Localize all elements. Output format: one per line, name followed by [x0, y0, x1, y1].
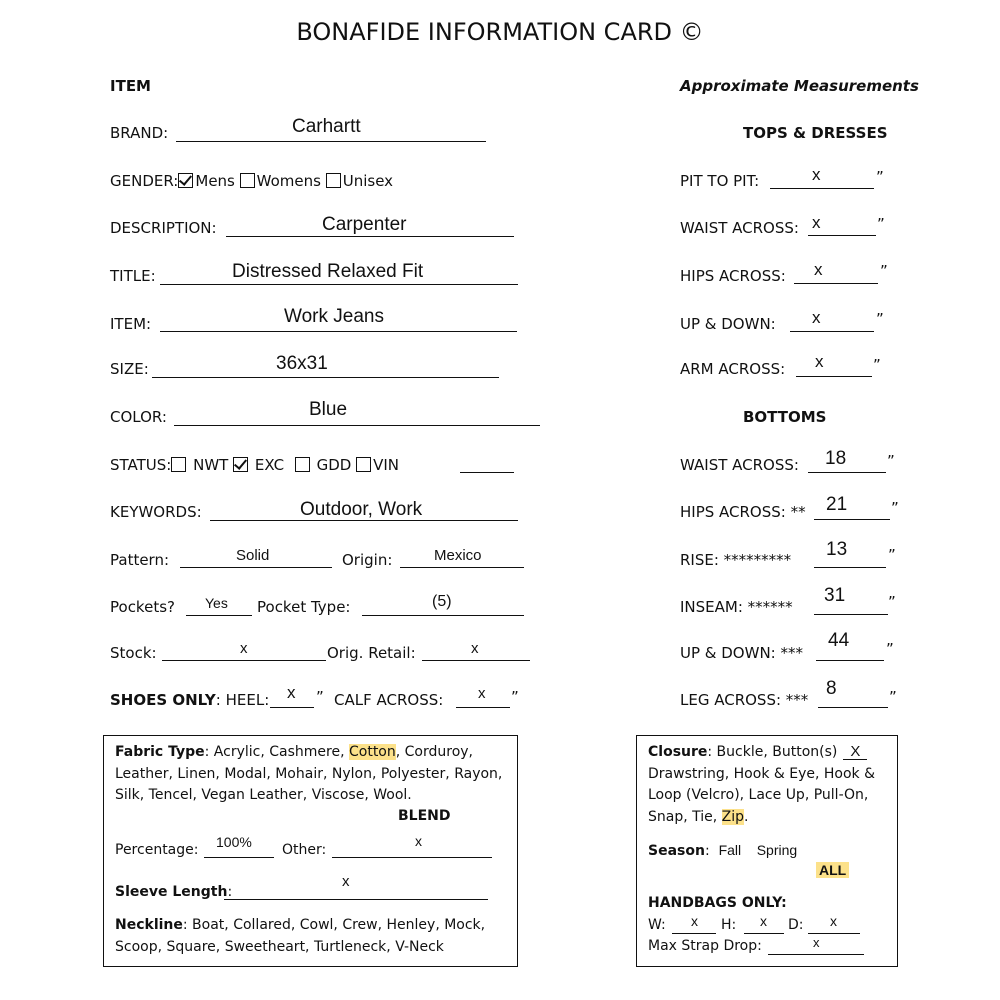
bottoms-updown-line: [816, 660, 884, 661]
bottoms-rise-label: RISE: *********: [680, 551, 792, 569]
closure-label: Closure: [648, 744, 708, 760]
status-field: [110, 456, 399, 474]
other-label: Other:: [282, 842, 327, 858]
percentage-line: [204, 857, 274, 858]
gender-mens-checkbox[interactable]: [178, 173, 193, 188]
tops-hips-label: HIPS ACROSS:: [680, 267, 786, 285]
tops-pit-value[interactable]: x: [812, 165, 821, 184]
pattern-label: Pattern:: [110, 551, 170, 569]
status-gdd-label: GDD: [316, 456, 352, 474]
fabric-type-label: Fabric Type: [115, 744, 205, 760]
bottoms-waist-line: [808, 472, 886, 473]
closure-text: [648, 742, 892, 828]
bottoms-waist-value[interactable]: 18: [825, 448, 847, 469]
closure-mid: Drawstring, Hook & Eye, Hook & Loop (Velcro), Lace Up, Pull-On, Snap, Tie,: [648, 765, 876, 825]
tops-updown-line: [790, 331, 874, 332]
tops-waist-inch: ”: [877, 215, 885, 233]
bottoms-leg-value[interactable]: 8: [826, 678, 837, 699]
tops-arm-value[interactable]: x: [815, 352, 824, 371]
status-vin-label: VIN: [373, 456, 400, 474]
origin-line: [400, 567, 524, 568]
brand-line: [176, 141, 486, 142]
sleeve-length-field: Sleeve Length:: [115, 884, 233, 900]
orig-retail-line: [422, 660, 530, 661]
pocket-type-label: Pocket Type:: [257, 598, 351, 616]
calf-quote: ”: [511, 688, 519, 706]
sleeve-length-label: Sleeve Length: [115, 884, 228, 900]
season-label: Season: [648, 843, 705, 859]
tops-pit-line: [770, 188, 874, 189]
other-value[interactable]: x: [415, 833, 422, 849]
neckline-options: : Boat, Collared, Cowl, Crew, Henley, Mock, Scoop, Square, Sweetheart, Turtleneck, V-Neck: [115, 917, 486, 955]
tops-arm-inch: ”: [873, 356, 881, 374]
description-line: [226, 236, 514, 237]
calf-value[interactable]: x: [478, 685, 486, 702]
size-label: SIZE:: [110, 360, 149, 378]
heel-label: : HEEL:: [215, 691, 270, 709]
tops-waist-label: WAIST ACROSS:: [680, 219, 799, 237]
gender-womens-checkbox[interactable]: [240, 173, 255, 188]
color-line: [174, 425, 540, 426]
item-value[interactable]: Work Jeans: [284, 306, 384, 327]
sleeve-length-line: [224, 899, 488, 900]
keywords-label: KEYWORDS:: [110, 503, 202, 521]
fabric-type-text: [115, 742, 510, 807]
fabric-selected[interactable]: Cotton: [348, 744, 396, 760]
bottoms-hips-label: HIPS ACROSS: **: [680, 503, 806, 521]
handbag-w-line: [672, 933, 716, 934]
tops-arm-label: ARM ACROSS:: [680, 360, 786, 378]
origin-value[interactable]: Mexico: [434, 547, 482, 564]
description-label: DESCRIPTION:: [110, 219, 217, 237]
fabric-type-post: , Corduroy, Leather, Linen, Modal, Mohair, Nylon, Polyester, Rayon, Silk, Tencel, Vegan Leather, Viscose, Wool.: [115, 744, 503, 803]
neckline-text: [115, 915, 510, 958]
orig-retail-value[interactable]: x: [471, 640, 479, 657]
bottoms-leg-label: LEG ACROSS: ***: [680, 691, 809, 709]
gender-mens-label: Mens: [195, 172, 235, 190]
brand-value[interactable]: Carhartt: [292, 116, 361, 137]
status-nwt-label: NWT: [193, 456, 229, 474]
status-label: STATUS:: [110, 456, 172, 474]
pockets-label: Pockets?: [110, 598, 175, 616]
handbag-w-label: W:: [648, 917, 666, 933]
handbag-w-value[interactable]: x: [691, 913, 698, 929]
gender-unisex-checkbox[interactable]: [326, 173, 341, 188]
keywords-value[interactable]: Outdoor, Work: [300, 499, 423, 520]
closure-selected[interactable]: Zip: [721, 808, 745, 825]
pattern-value[interactable]: Solid: [236, 547, 270, 564]
pockets-value[interactable]: Yes: [205, 595, 228, 611]
closure-pre: : Buckle, Button(s): [707, 744, 838, 760]
bottoms-leg-line: [818, 707, 888, 708]
strap-drop-value[interactable]: x: [813, 935, 820, 950]
pockets-line: [186, 615, 252, 616]
stock-line: [162, 660, 326, 661]
bottoms-inseam-line: [814, 614, 888, 615]
percentage-value[interactable]: 100%: [216, 834, 252, 850]
brand-label: BRAND:: [110, 124, 169, 142]
item-line: [160, 331, 517, 332]
bottoms-hips-inch: ”: [891, 499, 899, 517]
item-heading: ITEM: [110, 77, 151, 95]
closure-end: .: [744, 808, 749, 825]
gender-label: GENDER:: [110, 172, 179, 190]
handbag-d-value[interactable]: x: [830, 913, 837, 929]
origin-label: Origin:: [342, 551, 393, 569]
tops-arm-line: [796, 376, 872, 377]
gender-field: [110, 172, 393, 190]
color-label: COLOR:: [110, 408, 167, 426]
heel-line: [270, 707, 314, 708]
status-nwt-checkbox[interactable]: [171, 457, 186, 472]
bottoms-rise-inch: ”: [888, 546, 896, 564]
heel-quote: ”: [316, 688, 324, 706]
title-label: TITLE:: [110, 267, 156, 285]
status-exc-checkbox[interactable]: [233, 457, 248, 472]
shoes-only-label: [110, 691, 269, 709]
bottoms-leg-inch: ”: [889, 688, 897, 706]
tops-updown-inch: ”: [876, 310, 884, 328]
card-title: BONAFIDE INFORMATION CARD ©: [296, 18, 704, 46]
bottoms-heading: BOTTOMS: [743, 408, 827, 426]
heel-value[interactable]: x: [287, 683, 296, 702]
measurements-heading: Approximate Measurements: [680, 77, 919, 95]
strap-drop-line: [768, 954, 864, 955]
bottoms-updown-value[interactable]: 44: [828, 630, 850, 651]
status-exc-label: EXC: [254, 456, 285, 474]
tops-hips-value[interactable]: x: [814, 260, 823, 279]
tops-updown-value[interactable]: x: [812, 308, 821, 327]
status-vin-line: [460, 472, 514, 473]
handbag-d-label: D:: [788, 917, 804, 933]
item-label: ITEM:: [110, 315, 152, 333]
tops-updown-label: UP & DOWN:: [680, 315, 776, 333]
bottoms-hips-value[interactable]: 21: [826, 494, 848, 515]
shoes-only-bold: SHOES ONLY: [110, 691, 216, 709]
calf-label: CALF ACROSS:: [334, 691, 444, 709]
handbag-h-value[interactable]: x: [760, 913, 767, 929]
stock-label: Stock:: [110, 644, 157, 662]
bottoms-waist-inch: ”: [887, 452, 895, 470]
tops-pit-label: PIT TO PIT:: [680, 172, 760, 190]
gender-womens-label: Womens: [256, 172, 321, 190]
size-value[interactable]: 36x31: [276, 353, 328, 374]
season-field: Season: Fall Spring: [648, 842, 798, 859]
tops-hips-line: [794, 283, 878, 284]
orig-retail-label: Orig. Retail:: [327, 644, 416, 662]
tops-pit-inch: ”: [876, 168, 884, 186]
bottoms-hips-line: [814, 519, 890, 520]
color-value[interactable]: Blue: [309, 399, 348, 420]
sleeve-length-value[interactable]: x: [342, 873, 350, 890]
tops-hips-inch: ”: [880, 262, 888, 280]
bottoms-rise-value[interactable]: 13: [826, 539, 848, 560]
bottoms-updown-inch: ”: [886, 640, 894, 658]
tops-waist-value[interactable]: x: [812, 213, 821, 232]
strap-drop-label: Max Strap Drop:: [648, 938, 762, 954]
handbags-heading: HANDBAGS ONLY:: [648, 895, 787, 911]
other-line: [332, 857, 492, 858]
season-selected[interactable]: ALL: [816, 862, 849, 878]
bottoms-inseam-label: INSEAM: ******: [680, 598, 793, 616]
description-value[interactable]: Carpenter: [322, 214, 407, 235]
gender-unisex-label: Unisex: [342, 172, 394, 190]
size-line: [152, 377, 499, 378]
pattern-line: [180, 567, 332, 568]
title-line: [160, 284, 518, 285]
bottoms-inseam-inch: ”: [888, 593, 896, 611]
fabric-blend: BLEND: [398, 808, 451, 824]
neckline-label: Neckline: [115, 917, 183, 933]
fabric-type-pre: : Acrylic, Cashmere,: [204, 744, 349, 760]
bottoms-waist-label: WAIST ACROSS:: [680, 456, 799, 474]
bottoms-rise-line: [814, 567, 886, 568]
handbag-h-label: H:: [721, 917, 737, 933]
pocket-type-line: [362, 615, 524, 616]
tops-waist-line: [808, 235, 876, 236]
status-vin-checkbox[interactable]: [356, 457, 371, 472]
status-gdd-checkbox[interactable]: [295, 457, 310, 472]
stock-value[interactable]: x: [240, 640, 248, 657]
title-value[interactable]: Distressed Relaxed Fit: [232, 261, 424, 282]
handbag-d-line: [808, 933, 860, 934]
handbag-h-line: [744, 933, 784, 934]
closure-value[interactable]: X: [843, 744, 867, 760]
calf-line: [456, 707, 510, 708]
season-options: Fall Spring: [718, 842, 798, 858]
bottoms-inseam-value[interactable]: 31: [824, 585, 846, 606]
pocket-type-value[interactable]: (5): [432, 593, 452, 610]
percentage-label: Percentage:: [115, 842, 199, 858]
bottoms-updown-label: UP & DOWN: ***: [680, 644, 803, 662]
tops-heading: TOPS & DRESSES: [743, 124, 888, 142]
